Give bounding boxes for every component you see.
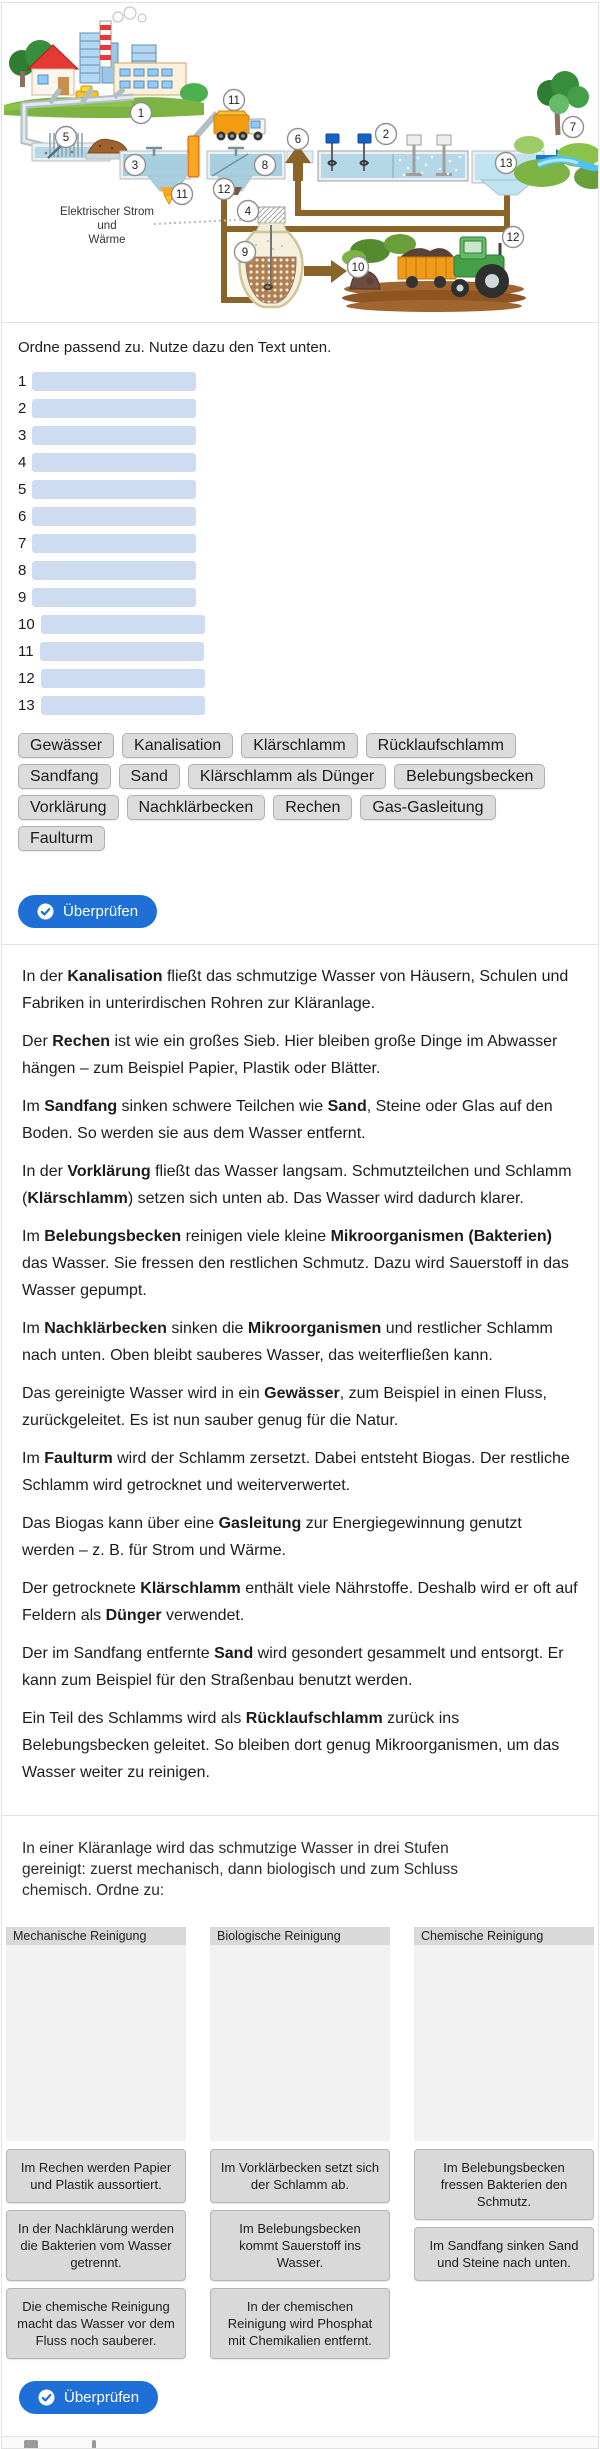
word-chip[interactable]: Klärschlamm <box>241 733 357 758</box>
diagram-marker-10 <box>348 257 369 278</box>
svg-text:11: 11 <box>228 95 240 107</box>
tractor-scene <box>342 234 526 312</box>
diagram-marker-11 <box>224 90 245 111</box>
column-cards <box>6 2149 186 2359</box>
svg-text:Elektrischer Strom: Elektrischer Strom <box>60 206 154 218</box>
diagram-marker-4 <box>238 201 259 222</box>
diagram-marker-2 <box>376 124 397 145</box>
statement-card[interactable]: In der Nachklärung werden die Bakterien vom Wasser getrennt. <box>6 2210 186 2281</box>
svg-text:5: 5 <box>62 132 70 144</box>
row-number: 1 <box>18 373 27 390</box>
answer-row-7 <box>18 534 582 553</box>
drop-zone-3[interactable] <box>32 426 196 445</box>
reading-paragraph: In der Vorklärung fließt das Wasser langsam. Schmutzteilchen und Schlamm (Klärschlamm) setzen sich unten ab. Das Wasser wird dadurch klarer. <box>22 1163 572 1207</box>
answer-row-1 <box>18 372 582 391</box>
statement-card[interactable]: Die chemische Reinigung macht das Wasser vor dem Fluss noch sauberer. <box>6 2288 186 2359</box>
answer-row-4 <box>18 453 582 472</box>
answer-rows <box>18 372 582 715</box>
answer-row-12 <box>18 669 582 688</box>
matching-exercise-section <box>2 322 598 944</box>
svg-text:7: 7 <box>569 122 577 134</box>
drop-zone-10[interactable] <box>41 615 205 634</box>
svg-text:3: 3 <box>131 160 139 172</box>
answer-row-6 <box>18 507 582 526</box>
drop-zone-1[interactable] <box>32 372 196 391</box>
column-drop-area[interactable] <box>210 1945 390 2141</box>
word-chip[interactable]: Vorklärung <box>18 795 119 820</box>
reading-paragraph: Der getrocknete Klärschlamm enthält viele Nährstoffe. Deshalb wird er oft auf Feldern als Dünger verwendet. <box>22 1580 578 1624</box>
diagram-marker-3 <box>125 155 146 176</box>
sorting-columns <box>6 1927 594 2359</box>
row-number: 7 <box>18 535 27 552</box>
answer-row-2 <box>18 399 582 418</box>
diagram-marker-9 <box>235 242 256 263</box>
svg-text:2: 2 <box>382 129 390 141</box>
diagram-marker-12 <box>503 227 524 248</box>
word-chip[interactable]: Belebungsbecken <box>394 764 545 789</box>
word-chip[interactable]: Gewässer <box>18 733 114 758</box>
return-sludge-arrow <box>285 145 313 181</box>
word-chip[interactable]: Nachklärbecken <box>127 795 266 820</box>
row-number: 13 <box>18 697 35 714</box>
drop-zone-12[interactable] <box>41 669 205 688</box>
reading-paragraph: Im Belebungsbecken reinigen viele kleine Mikroorganismen (Bakterien) das Wasser. Sie fressen den restlichen Schmutz. Dazu wird Sauerstoff in das Wasser gepumpt. <box>22 1228 569 1299</box>
svg-text:10: 10 <box>351 262 365 274</box>
diagram-marker-5 <box>56 127 77 148</box>
diagram-marker-1 <box>131 103 152 124</box>
column-title: Biologische Reinigung <box>210 1927 390 1945</box>
sorting-column <box>414 1927 594 2359</box>
row-number: 5 <box>18 481 27 498</box>
reading-paragraph: Im Nachklärbecken sinken die Mikroorganismen und restlicher Schlamm nach unten. Oben bleibt sauberes Wasser, das weiterfließen kann. <box>22 1320 553 1364</box>
column-cards <box>210 2149 390 2359</box>
column-title: Mechanische Reinigung <box>6 1927 186 1945</box>
word-chip[interactable]: Sandfang <box>18 764 111 789</box>
exercise-heading: Ordne passend zu. Nutze dazu den Text unten. <box>18 339 332 356</box>
drop-zone-2[interactable] <box>32 399 196 418</box>
column-cards <box>414 2149 594 2281</box>
check-button[interactable] <box>18 895 157 928</box>
answer-row-11 <box>18 642 582 661</box>
check-button-label: Überprüfen <box>63 903 139 920</box>
sorting-exercise-section <box>2 1815 598 2436</box>
word-chip[interactable]: Faulturm <box>18 826 105 851</box>
sorting-column <box>6 1927 186 2359</box>
check-circle-icon <box>37 903 54 920</box>
svg-text:1: 1 <box>137 108 145 120</box>
answer-row-13 <box>18 696 582 715</box>
dump-truck <box>214 111 265 141</box>
drop-zone-9[interactable] <box>32 588 196 607</box>
column-drop-area[interactable] <box>6 1945 186 2141</box>
row-number: 9 <box>18 589 27 606</box>
check-button-label: Überprüfen <box>64 2389 140 2406</box>
reading-paragraph: Das Biogas kann über eine Gasleitung zur Energiegewinnung genutzt werden – z. B. für Strom und Wärme. <box>22 1515 522 1559</box>
row-number: 4 <box>18 454 27 471</box>
reading-paragraph: Das gereinigte Wasser wird in ein Gewässer, zum Beispiel in einen Fluss, zurückgeleitet. Es ist nun sauber genug für die Natur. <box>22 1385 547 1429</box>
word-chip[interactable]: Kanalisation <box>122 733 233 758</box>
worksheet-page <box>1 2 599 2449</box>
next-section-partial <box>2 2436 598 2448</box>
check-circle-icon <box>38 2389 55 2406</box>
diagram-marker-13 <box>496 153 517 174</box>
row-number: 6 <box>18 508 27 525</box>
row-number: 2 <box>18 400 27 417</box>
statement-card[interactable]: Im Belebungsbecken kommt Sauerstoff ins Wasser. <box>210 2210 390 2281</box>
reading-paragraph: In der Kanalisation fließt das schmutzige Wasser von Häusern, Schulen und Fabriken in unterirdischen Rohren zur Kläranlage. <box>22 968 569 1012</box>
svg-text:4: 4 <box>244 206 252 218</box>
statement-card[interactable]: Im Belebungsbecken fressen Bakterien den Schmutz. <box>414 2149 594 2220</box>
diagram-marker-12 <box>214 179 235 200</box>
svg-text:11: 11 <box>176 189 188 201</box>
svg-text:8: 8 <box>261 160 269 172</box>
column-title: Chemische Reinigung <box>414 1927 594 1945</box>
nature-scene <box>514 71 598 189</box>
row-number: 3 <box>18 427 27 444</box>
drop-zone-11[interactable] <box>40 642 204 661</box>
row-number: 8 <box>18 562 27 579</box>
drop-zone-13[interactable] <box>41 696 205 715</box>
svg-text:Wärme: Wärme <box>88 234 126 246</box>
drop-zone-7[interactable] <box>32 534 196 553</box>
column-drop-area[interactable] <box>414 1945 594 2141</box>
answer-row-10 <box>18 615 582 634</box>
row-number: 12 <box>18 670 35 687</box>
intro-line: chemisch. Ordne zu: <box>22 1882 165 1899</box>
digestate-arrow <box>304 260 347 283</box>
answer-row-5 <box>18 480 582 499</box>
word-chip[interactable]: Rechen <box>273 795 352 820</box>
intro-line: In einer Kläranlage wird das schmutzige Wasser in drei Stufen <box>22 1840 449 1857</box>
word-chip[interactable]: Sand <box>119 764 180 789</box>
plant-illustration-section <box>2 3 598 322</box>
svg-text:12: 12 <box>217 184 231 196</box>
diagram-marker-8 <box>255 155 276 176</box>
check-button-2[interactable] <box>19 2381 158 2414</box>
reading-text-section <box>2 944 598 1815</box>
diagram-marker-7 <box>563 117 584 138</box>
svg-text:12: 12 <box>506 232 520 244</box>
reading-paragraph: Der Rechen ist wie ein großes Sieb. Hier bleiben große Dinge im Abwasser hängen – zum Beispiel Papier, Plastik oder Blätter. <box>22 1033 558 1077</box>
word-bank <box>18 733 546 851</box>
row-number: 10 <box>18 616 35 633</box>
reading-paragraph: Der im Sandfang entfernte Sand wird gesondert gesammelt und entsorgt. Er kann zum Beispiel für den Straßenbau benutzt werden. <box>22 1645 564 1689</box>
statement-card[interactable]: Im Rechen werden Papier und Plastik aussortiert. <box>6 2149 186 2203</box>
diagram-marker-6 <box>288 129 309 150</box>
answer-row-8 <box>18 561 582 580</box>
word-chip[interactable]: Klärschlamm als Dünger <box>188 764 386 789</box>
svg-text:9: 9 <box>241 247 249 259</box>
sorting-exercise-intro <box>22 1838 578 1901</box>
sorting-column <box>210 1927 390 2359</box>
drop-zone-5[interactable] <box>32 480 196 499</box>
drop-zone-4[interactable] <box>32 453 196 472</box>
reading-paragraph: Ein Teil des Schlamms wird als Rücklaufschlamm zurück ins Belebungsbecken geleitet. So bleiben dort genug Mikroorganismen, um das Wasser weiter zu reinigen. <box>22 1710 560 1781</box>
sewer-pipe <box>24 89 134 147</box>
screen-rechen <box>32 132 132 161</box>
reading-paragraph: Im Sandfang sinken schwere Teilchen wie Sand, Steine oder Glas auf den Boden. So werden sie aus dem Wasser entfernt. <box>22 1098 553 1142</box>
sewage-plant-diagram <box>2 5 598 313</box>
answer-row-9 <box>18 588 582 607</box>
diagram-marker-11 <box>172 184 193 205</box>
svg-text:6: 6 <box>294 134 302 146</box>
drop-zone-8[interactable] <box>32 561 196 580</box>
svg-text:und: und <box>97 220 117 232</box>
reading-paragraph: Im Faulturm wird der Schlamm zersetzt. Dabei entsteht Biogas. Der restliche Schlamm wird getrocknet und weiterverwertet. <box>22 1450 570 1494</box>
intro-line: gereinigt: zuerst mechanisch, dann biologisch und zum Schluss <box>22 1861 458 1878</box>
word-chip[interactable]: Gas-Gasleitung <box>360 795 495 820</box>
answer-row-3 <box>18 426 582 445</box>
row-number: 11 <box>18 643 34 660</box>
drop-zone-6[interactable] <box>32 507 196 526</box>
statement-card[interactable]: Im Vorklärbecken setzt sich der Schlamm ab. <box>210 2149 390 2203</box>
statement-card[interactable]: Im Sandfang sinken Sand und Steine nach unten. <box>414 2227 594 2281</box>
statement-card[interactable]: In der chemischen Reinigung wird Phosphat mit Chemikalien entfernt. <box>210 2288 390 2359</box>
word-chip[interactable]: Rücklaufschlamm <box>366 733 516 758</box>
svg-text:13: 13 <box>499 158 513 170</box>
